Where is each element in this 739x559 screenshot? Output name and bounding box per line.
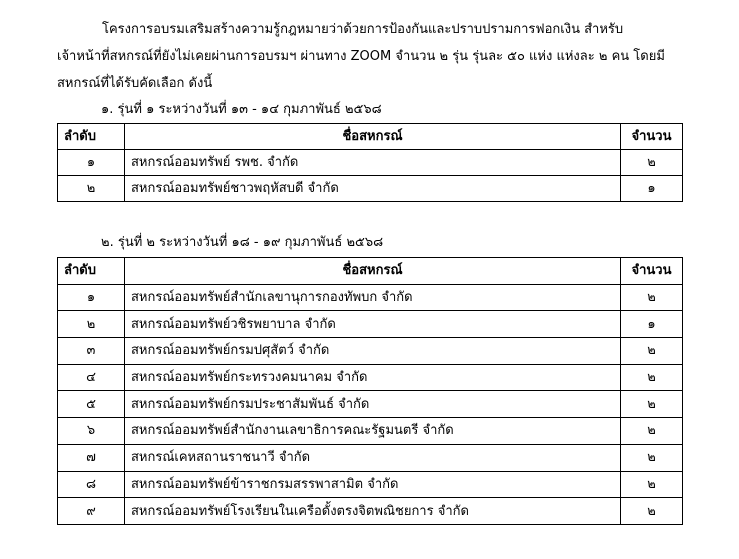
cooperative-name: สหกรณ์ออมทรัพย์สำนักเลขานุการกองทัพบก จำกัด [125, 284, 621, 311]
row-number: ๕ [58, 391, 125, 418]
participant-count: ๑ [621, 176, 683, 202]
participant-count: ๒ [621, 284, 683, 311]
column-header-count: จำนวน [621, 258, 683, 285]
column-header-no: ลำดับ [58, 124, 125, 150]
table-row [58, 444, 683, 471]
participant-count: ๒ [621, 498, 683, 525]
row-number: ๑ [58, 150, 125, 176]
table-row [58, 364, 683, 391]
participant-count: ๑ [621, 311, 683, 338]
table-row [58, 150, 683, 176]
cooperative-name: สหกรณ์ออมทรัพย์กระทรวงคมนาคม จำกัด [125, 364, 621, 391]
table-row [58, 176, 683, 202]
intro-line-2: เจ้าหน้าที่สหกรณ์ที่ยังไม่เคยผ่านการอบรมฯ ผ่านทาง ZOOM จำนวน ๒ รุ่น รุ่นละ ๕๐ แห่ง แห่งละ ๒ คน โดยมี [57, 49, 665, 64]
batch-2-heading: ๒. รุ่นที่ ๒ ระหว่างวันที่ ๑๘ - ๑๙ กุมภาพันธ์ ๒๕๖๘ [101, 235, 384, 250]
row-number: ๓ [58, 338, 125, 365]
table-row [58, 311, 683, 338]
table-row [58, 391, 683, 418]
row-number: ๖ [58, 418, 125, 445]
row-number: ๒ [58, 176, 125, 202]
cooperative-name: สหกรณ์ออมทรัพย์ข้าราชกรมสรรพาสามิต จำกัด [125, 471, 621, 498]
participant-count: ๒ [621, 150, 683, 176]
cooperative-name: สหกรณ์ออมทรัพย์สำนักงานเลขาธิการคณะรัฐมนตรี จำกัด [125, 418, 621, 445]
column-header-count: จำนวน [621, 124, 683, 150]
table-row [58, 498, 683, 525]
table-row [58, 338, 683, 365]
table-row [58, 284, 683, 311]
intro-line-1: โครงการอบรมเสริมสร้างความรู้กฎหมายว่าด้วยการป้องกันและปราบปรามการฟอกเงิน สำหรับ [102, 22, 624, 37]
column-header-name: ชื่อสหกรณ์ [125, 124, 621, 150]
cooperative-name: สหกรณ์ออมทรัพย์โรงเรียนในเครือดั้งตรงจิตพณิชยการ จำกัด [125, 498, 621, 525]
participant-count: ๒ [621, 418, 683, 445]
intro-line-3: สหกรณ์ที่ได้รับคัดเลือก ดังนี้ [57, 76, 213, 91]
row-number: ๔ [58, 364, 125, 391]
cooperative-name: สหกรณ์ออมทรัพย์กรมปศุสัตว์ จำกัด [125, 338, 621, 365]
participant-count: ๒ [621, 391, 683, 418]
column-header-no: ลำดับ [58, 258, 125, 285]
table-header-row [58, 258, 683, 285]
cooperative-name: สหกรณ์ออมทรัพย์ชาวพฤหัสบดี จำกัด [125, 176, 621, 202]
cooperative-name: สหกรณ์ออมทรัพย์ รพช. จำกัด [125, 150, 621, 176]
batch-2-table [57, 257, 683, 525]
participant-count: ๒ [621, 338, 683, 365]
participant-count: ๒ [621, 444, 683, 471]
table-header-row [58, 124, 683, 150]
row-number: ๙ [58, 498, 125, 525]
participant-count: ๒ [621, 471, 683, 498]
cooperative-name: สหกรณ์เคหสถานราชนาวี จำกัด [125, 444, 621, 471]
participant-count: ๒ [621, 364, 683, 391]
batch-1-table [57, 123, 683, 202]
row-number: ๘ [58, 471, 125, 498]
row-number: ๑ [58, 284, 125, 311]
table-row [58, 418, 683, 445]
batch-1-heading: ๑. รุ่นที่ ๑ ระหว่างวันที่ ๑๓ - ๑๔ กุมภาพันธ์ ๒๕๖๘ [101, 102, 382, 117]
cooperative-name: สหกรณ์ออมทรัพย์กรมประชาสัมพันธ์ จำกัด [125, 391, 621, 418]
cooperative-name: สหกรณ์ออมทรัพย์วชิรพยาบาล จำกัด [125, 311, 621, 338]
column-header-name: ชื่อสหกรณ์ [125, 258, 621, 285]
row-number: ๗ [58, 444, 125, 471]
row-number: ๒ [58, 311, 125, 338]
table-row [58, 471, 683, 498]
